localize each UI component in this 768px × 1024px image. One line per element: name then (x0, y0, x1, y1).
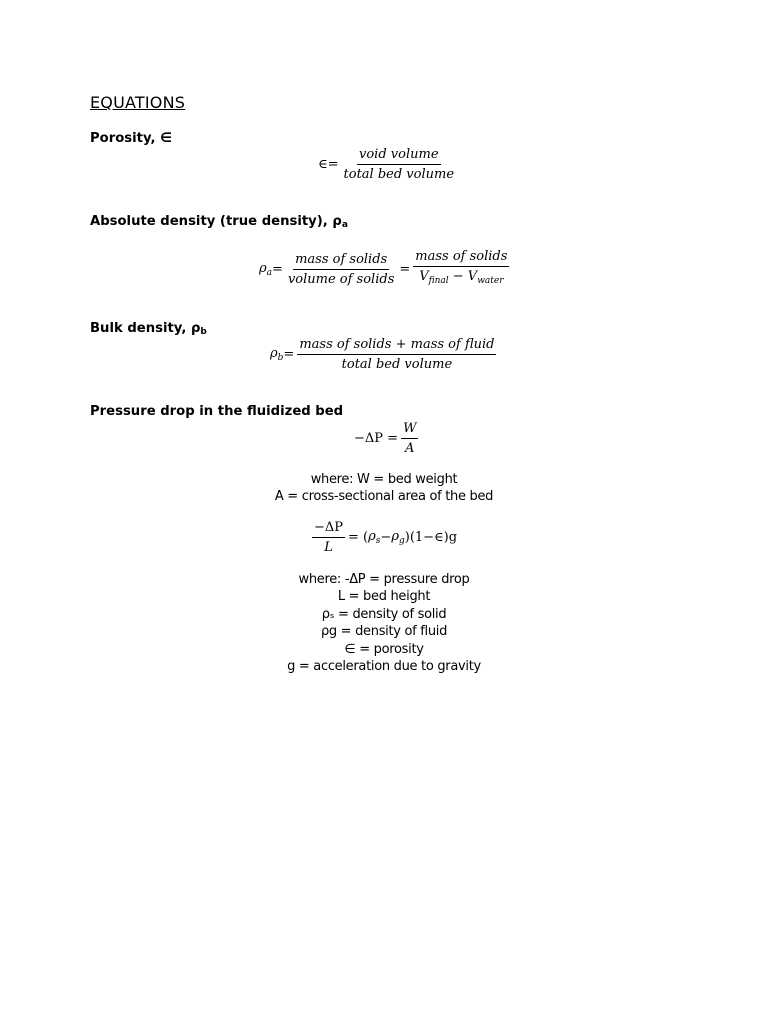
porosity-lhs: ∈= (318, 157, 339, 172)
pressure-drop-eq2-equals: = ( (348, 530, 369, 545)
where-2-line-2: L = bed height (337, 589, 431, 605)
where-2-line-6: g = acceleration due to gravity (287, 659, 481, 675)
pressure-drop-eq2-rho-g: $\rho_g$ (391, 529, 405, 546)
absolute-density-fraction-1 (286, 251, 396, 288)
absolute-density-heading (90, 214, 348, 230)
pressure-drop-eq2-numerator: −ΔP (312, 519, 345, 538)
porosity-fraction (342, 146, 457, 183)
where-2-line-4: ρg = density of fluid (320, 624, 448, 640)
bulk-density-heading (90, 321, 207, 337)
porosity-heading: Porosity, ∈ (90, 131, 172, 146)
absolute-density-equals-1: = (272, 261, 283, 277)
absolute-density-heading-text: Absolute density (true density), ρ (90, 214, 342, 229)
absolute-density-equation (259, 248, 512, 290)
absolute-density-heading-sub: a (341, 220, 348, 230)
bulk-density-fraction (297, 336, 496, 373)
porosity-numerator: void volume (357, 146, 441, 165)
bulk-density-numerator: mass of solids + mass of fluid (297, 336, 496, 355)
where-block-2 (0, 571, 768, 675)
bulk-density-equation (270, 336, 499, 373)
pressure-drop-heading: Pressure drop in the fluidized bed (90, 404, 344, 419)
where-1-line-1: where: W = bed weight (310, 472, 458, 487)
pressure-drop-eq2-tail: )(1−∈)g (404, 530, 458, 545)
pressure-drop-eq1-denominator: A (405, 441, 415, 456)
pressure-drop-eq2-minus: − (380, 530, 392, 545)
pressure-drop-eq2-fraction (312, 519, 345, 556)
porosity-equation (318, 146, 459, 183)
pressure-drop-eq1-lhs: −ΔP = (354, 431, 399, 446)
pressure-drop-equation-1 (354, 420, 421, 457)
absolute-density-fraction-2 (413, 248, 509, 290)
where-2-line-3: ρₛ = density of solid (321, 606, 447, 622)
bulk-density-denominator: total bed volume (341, 357, 453, 372)
absolute-density-fraction-1-denominator: volume of solids (287, 271, 395, 287)
where-2-line-5: ∈ = porosity (344, 641, 424, 657)
bulk-density-heading-text: Bulk density, ρ (90, 321, 201, 336)
where-block-1 (0, 471, 768, 506)
bulk-density-equals: = (283, 347, 295, 362)
page-title: EQUATIONS (90, 93, 186, 112)
bulk-density-lhs: $\rho_b$ (270, 346, 284, 363)
pressure-drop-eq1-fraction (401, 420, 418, 457)
pressure-drop-equation-2 (309, 519, 457, 556)
pressure-drop-eq1-numerator: W (401, 420, 418, 439)
absolute-density-fraction-2-numerator: mass of solids (413, 248, 509, 267)
where-2-line-1: where: -ΔP = pressure drop (298, 572, 470, 587)
porosity-denominator: total bed volume (343, 167, 455, 182)
pressure-drop-eq2-denominator: L (324, 540, 333, 555)
bulk-density-heading-sub: b (200, 327, 207, 337)
absolute-density-fraction-2-denominator: $V_{final} - V_{water}$ (419, 269, 504, 286)
absolute-density-fraction-1-numerator: mass of solids (293, 251, 389, 270)
absolute-density-lhs: $\rho_a$ (259, 260, 273, 278)
absolute-density-equals-2: = (399, 261, 411, 277)
where-1-line-2: A = cross-sectional area of the bed (274, 489, 494, 505)
pressure-drop-eq2-rho-s: $\rho_s$ (368, 529, 381, 546)
